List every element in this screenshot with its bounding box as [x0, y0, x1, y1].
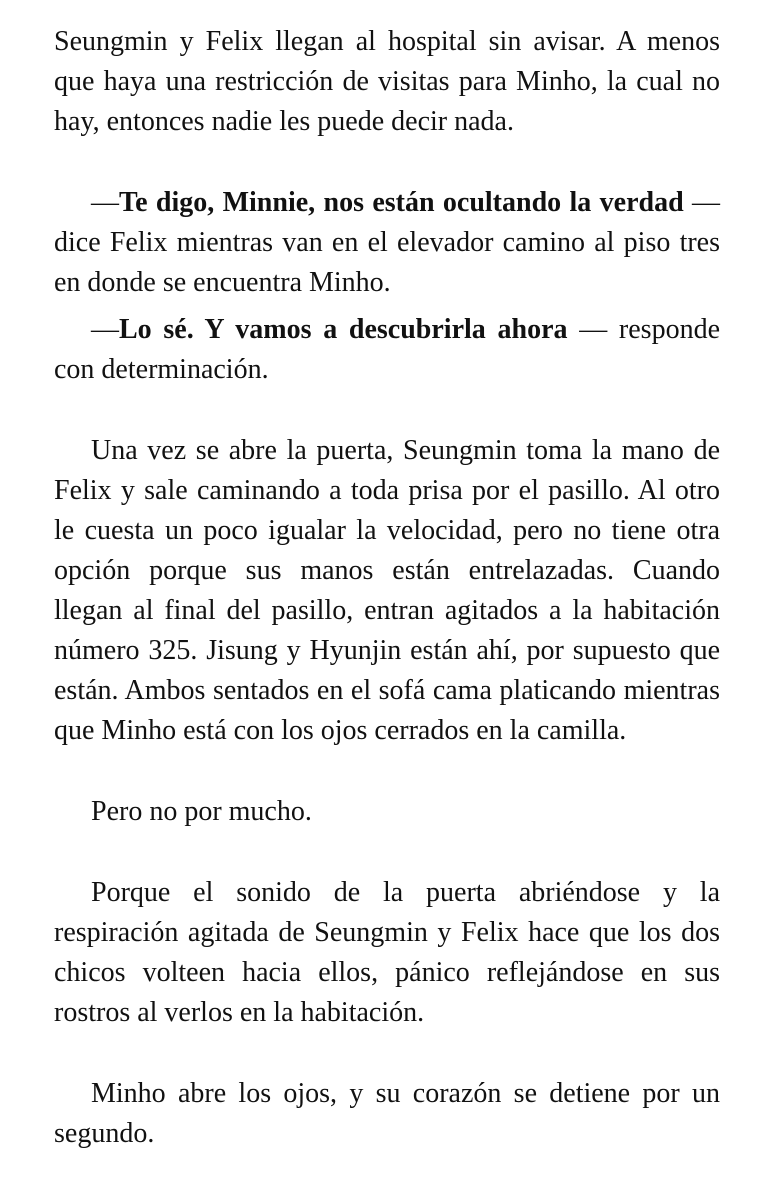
paragraph-minho-wakes: Minho abre los ojos, y su corazón se detiene por un segundo. — [54, 1078, 720, 1149]
paragraph-hallway: Una vez se abre la puerta, Seungmin toma la mano de Felix y sale caminando a toda prisa por el pasillo. Al otro le cuesta un poco igualar la velocidad, pero no tiene otra opción porque sus manos están entrelazadas. Cuando llegan al final del pasillo, entran agitados a la habitación número 325. Jisung y Hyunjin están ahí, por supuesto que están. Ambos sentados en el sofá cama platicando mientras que Minho está con los ojos cerrados en la camilla. — [54, 435, 720, 746]
paragraph-door-sound: Porque el sonido de la puerta abriéndose y la respiración agitada de Seungmin y Felix hace que los dos chicos volteen hacia ellos, pánico reflejándose en sus rostros al verlos en la habitación. — [54, 877, 720, 1028]
paragraph-not-for-long: Pero no por mucho. — [91, 796, 312, 827]
dialogue-seungmin-speech: Lo sé. Y vamos a descubrirla ahora — [119, 314, 568, 345]
dialogue-felix-speech: Te digo, Minnie, nos están ocultando la verdad — [119, 187, 684, 218]
dialogue-seungmin — [54, 310, 720, 390]
document-page — [54, 22, 720, 1154]
dialogue-dash: — — [91, 187, 119, 218]
dialogue-felix — [54, 183, 720, 303]
dialogue-seungmin-tag: — responde con determinación. — [54, 314, 720, 385]
dialogue-felix-tag: —dice Felix mientras van en el elevador camino al piso tres en donde se encuentra Minho. — [54, 187, 720, 298]
dialogue-dash: — — [91, 314, 119, 345]
paragraph-arrival: Seungmin y Felix llegan al hospital sin avisar. A menos que haya una restricción de visitas para Minho, la cual no hay, entonces nadie les puede decir nada. — [54, 26, 720, 137]
